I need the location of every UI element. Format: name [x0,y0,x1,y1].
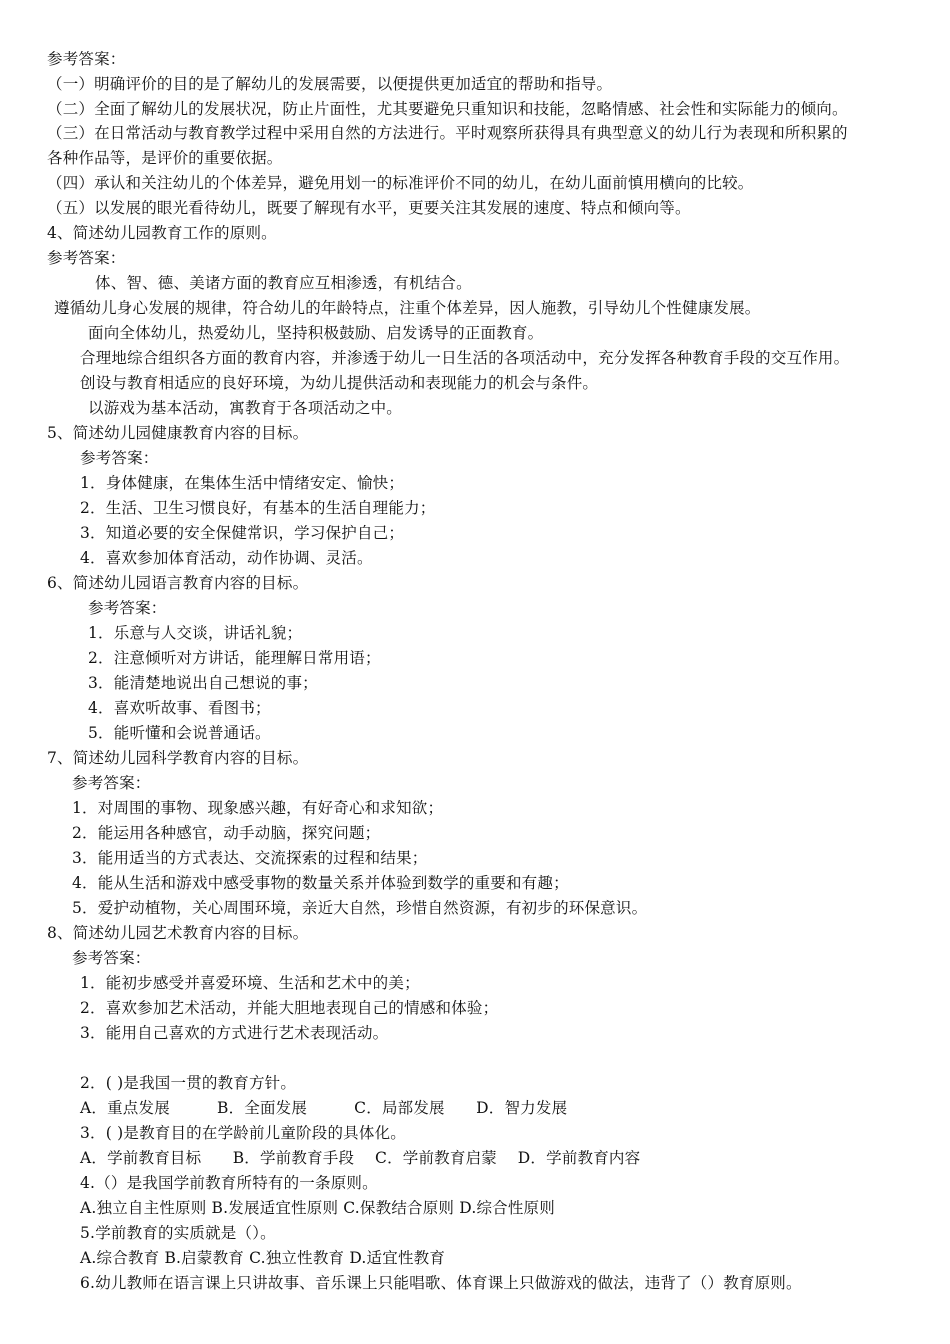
answer-label: 参考答案： [47,50,126,68]
quiz-question: 5.学前教育的实质就是（）。 [80,1224,276,1242]
text-line: （一）明确评价的目的是了解幼儿的发展需要，以便提供更加适宜的帮助和指导。 [47,75,613,93]
question-heading: 6、简述幼儿园语言教育内容的目标。 [47,574,309,592]
text-line: （三）在日常活动与教育教学过程中采用自然的方法进行。平时观察所获得具有典型意义的幼儿行为表现和所积累的 [47,124,848,142]
question-heading: 4、简述幼儿园教育工作的原则。 [47,224,277,242]
list-item: 3．知道必要的安全保健常识，学习保护自己； [80,524,405,542]
list-item: 2．喜欢参加艺术活动，并能大胆地表现自己的情感和体验； [80,999,499,1017]
question-heading: 5、简述幼儿园健康教育内容的目标。 [47,424,309,442]
question-heading: 7、简述幼儿园科学教育内容的目标。 [47,749,309,767]
text-line: 面向全体幼儿，热爱幼儿，坚持积极鼓励、启发诱导的正面教育。 [88,324,544,342]
answer-label: 参考答案： [72,774,151,792]
quiz-options: A.综合教育 B.启蒙教育 C.独立性教育 D.适宜性教育 [80,1249,446,1267]
list-item: 4．能从生活和游戏中感受事物的数量关系并体验到数学的重要和有趣； [72,874,569,892]
list-item: 2．生活、卫生习惯良好，有基本的生活自理能力； [80,499,436,517]
list-item: 3．能用自己喜欢的方式进行艺术表现活动。 [80,1024,389,1042]
text-line: （二）全面了解幼儿的发展状况，防止片面性，尤其要避免只重知识和技能，忽略情感、社会性和实际能力的倾向。 [47,100,848,118]
list-item: 1．乐意与人交谈，讲话礼貌； [88,624,303,642]
list-item: 2．注意倾听对方讲话，能理解日常用语； [88,649,381,667]
list-item: 4．喜欢听故事、看图书； [88,699,271,717]
answer-label: 参考答案： [80,449,159,467]
text-line: 以游戏为基本活动，寓教育于各项活动之中。 [88,399,403,417]
quiz-question: 4.（）是我国学前教育所特有的一条原则。 [80,1174,378,1192]
text-line: 体、智、德、美诸方面的教育应互相渗透，有机结合。 [95,274,472,292]
quiz-options: A．学前教育目标 B．学前教育手段 C．学前教育启蒙 D．学前教育内容 [80,1149,641,1167]
quiz-options: A．重点发展 B．全面发展 C．局部发展 D．智力发展 [80,1099,568,1117]
answer-label: 参考答案： [47,249,126,267]
list-item: 3．能用适当的方式表达、交流探索的过程和结果； [72,849,428,867]
list-item: 5．爱护动植物，关心周围环境，亲近大自然，珍惜自然资源，有初步的环保意识。 [72,899,648,917]
question-heading: 8、简述幼儿园艺术教育内容的目标。 [47,924,309,942]
list-item: 1．对周围的事物、现象感兴趣，有好奇心和求知欲； [72,799,444,817]
text-line: 各种作品等，是评价的重要依据。 [47,149,283,167]
list-item: 5．能听懂和会说普通话。 [88,724,271,742]
quiz-options: A.独立自主性原则 B.发展适宜性原则 C.保教结合原则 D.综合性原则 [80,1199,555,1217]
answer-label: 参考答案： [72,949,151,967]
text-line: 遵循幼儿身心发展的规律，符合幼儿的年龄特点，注重个体差异，因人施教，引导幼儿个性健康发展。 [54,299,761,317]
quiz-question: 3．( )是教育目的在学龄前儿童阶段的具体化。 [80,1124,406,1142]
text-line: （五）以发展的眼光看待幼儿，既要了解现有水平，更要关注其发展的速度、特点和倾向等。 [47,199,691,217]
answer-label: 参考答案： [88,599,167,617]
list-item: 1．能初步感受并喜爱环境、生活和艺术中的美； [80,974,420,992]
list-item: 3．能清楚地说出自己想说的事； [88,674,318,692]
text-line: 创设与教育相适应的良好环境，为幼儿提供活动和表现能力的机会与条件。 [80,374,599,392]
quiz-question: 2．( )是我国一贯的教育方针。 [80,1074,297,1092]
text-line: （四）承认和关注幼儿的个体差异，避免用划一的标准评价不同的幼儿，在幼儿面前慎用横向的比较。 [47,174,754,192]
list-item: 2．能运用各种感官，动手动脑，探究问题； [72,824,381,842]
quiz-question: 6.幼儿教师在语言课上只讲故事、音乐课上只能唱歌、体育课上只做游戏的做法，违背了（）教育原则。 [80,1274,802,1292]
list-item: 1．身体健康，在集体生活中情绪安定、愉快； [80,474,405,492]
list-item: 4．喜欢参加体育活动，动作协调、灵活。 [80,549,373,567]
text-line: 合理地综合组织各方面的教育内容，并渗透于幼儿一日生活的各项活动中，充分发挥各种教育手段的交互作用。 [80,349,850,367]
